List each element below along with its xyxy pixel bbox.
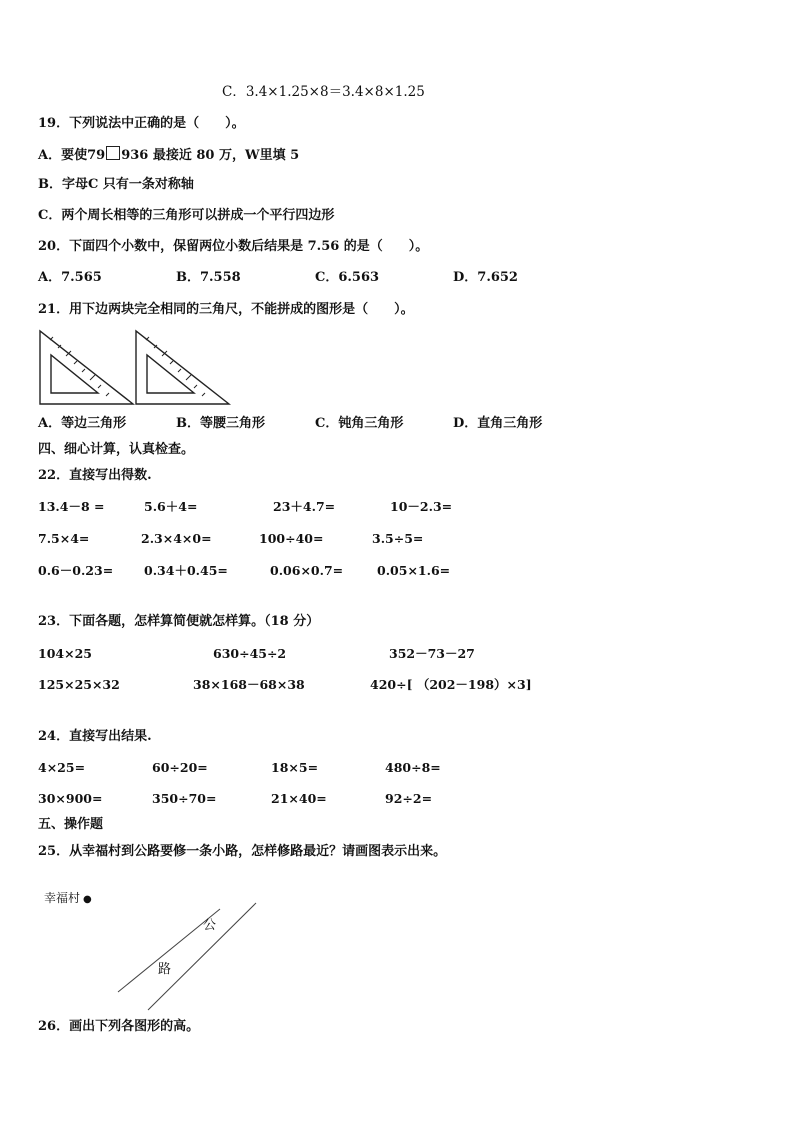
road-edge-right xyxy=(148,903,256,1010)
q21-stem: 21．用下边两块完全相同的三角尺，不能拼成的图形是（ ）。 xyxy=(38,302,414,317)
q24-item: 92÷2= xyxy=(385,791,433,806)
q24-item: 60÷20= xyxy=(152,760,208,775)
village-name: 幸福村 xyxy=(44,891,81,905)
q22-item: 0.6－0.23= xyxy=(38,563,114,578)
q19-option-c: C．两个周长相等的三角形可以拼成一个平行四边形 xyxy=(38,208,335,223)
q23-item: 104×25 xyxy=(38,646,92,661)
q22-item: 10－2.3= xyxy=(390,499,453,514)
road-label-2: 路 xyxy=(158,962,172,977)
set-square-2 xyxy=(136,331,229,404)
q24-item: 18×5= xyxy=(271,760,319,775)
q19-option-a-post: 936 最接近 80 万，W里填 5 xyxy=(121,148,300,163)
q24-item: 30×900= xyxy=(38,791,103,806)
q20-stem: 20．下面四个小数中，保留两位小数后结果是 7.56 的是（ ）。 xyxy=(38,239,429,254)
q23-item: 352－73－27 xyxy=(389,646,475,661)
village-label xyxy=(44,890,92,908)
q24-item: 21×40= xyxy=(271,791,327,806)
q20-option-d: D．7.652 xyxy=(453,270,518,285)
q20-option-a: A．7.565 xyxy=(38,270,102,285)
q22-item: 23＋4.7= xyxy=(273,499,336,514)
q19-option-a-pre: A．要使79 xyxy=(38,148,106,163)
q24-item: 4×25= xyxy=(38,760,86,775)
q22-stem: 22．直接写出得数. xyxy=(38,468,152,483)
q22-item: 0.06×0.7= xyxy=(270,563,344,578)
q24-item: 480÷8= xyxy=(385,760,441,775)
q21-option-a: A．等边三角形 xyxy=(38,416,127,431)
section-4-heading: 四、细心计算，认真检查。 xyxy=(38,442,195,457)
q21-option-b: B．等腰三角形 xyxy=(176,416,265,431)
q24-item: 350÷70= xyxy=(152,791,217,806)
q22-item: 13.4－8 = xyxy=(38,499,105,514)
section-5-heading: 五、操作题 xyxy=(38,817,104,832)
q20-option-b: B．7.558 xyxy=(176,270,241,285)
q25-stem: 25．从幸福村到公路要修一条小路，怎样修路最近？请画图表示出来。 xyxy=(38,844,447,859)
q21-option-c: C．钝角三角形 xyxy=(315,416,404,431)
q23-item: 420÷[ （202－198）×3] xyxy=(370,677,532,692)
q19-stem: 19．下列说法中正确的是（ ）。 xyxy=(38,116,245,131)
set-square-figure xyxy=(38,328,238,408)
q23-item: 38×168－68×38 xyxy=(193,677,305,692)
q23-stem: 23．下面各题，怎样算简便就怎样算。（18 分） xyxy=(38,614,320,629)
q23-item: 630÷45÷2 xyxy=(213,646,287,661)
q22-item: 7.5×4= xyxy=(38,531,90,546)
q19-option-a xyxy=(38,146,299,164)
blank-box xyxy=(106,146,120,160)
set-square-1 xyxy=(40,331,133,404)
q22-item: 100÷40= xyxy=(259,531,324,546)
village-dot-icon: ● xyxy=(83,894,92,905)
q22-item: 0.34＋0.45= xyxy=(144,563,228,578)
q23-item: 125×25×32 xyxy=(38,677,120,692)
q20-option-c: C．6.563 xyxy=(315,270,380,285)
q19-option-b: B．字母C 只有一条对称轴 xyxy=(38,177,194,192)
q22-item: 5.6＋4= xyxy=(144,499,198,514)
q26-stem: 26．画出下列各图形的高。 xyxy=(38,1019,200,1034)
q21-option-d: D．直角三角形 xyxy=(453,416,543,431)
q24-stem: 24．直接写出结果. xyxy=(38,729,152,744)
q22-item: 3.5÷5= xyxy=(372,531,424,546)
road-label-1: 公 xyxy=(203,918,217,933)
road-figure xyxy=(110,895,270,1025)
q18-option-c: C．3.4×1.25×8＝3.4×8×1.25 xyxy=(222,84,425,100)
q22-item: 2.3×4×0= xyxy=(141,531,212,546)
q22-item: 0.05×1.6= xyxy=(377,563,451,578)
